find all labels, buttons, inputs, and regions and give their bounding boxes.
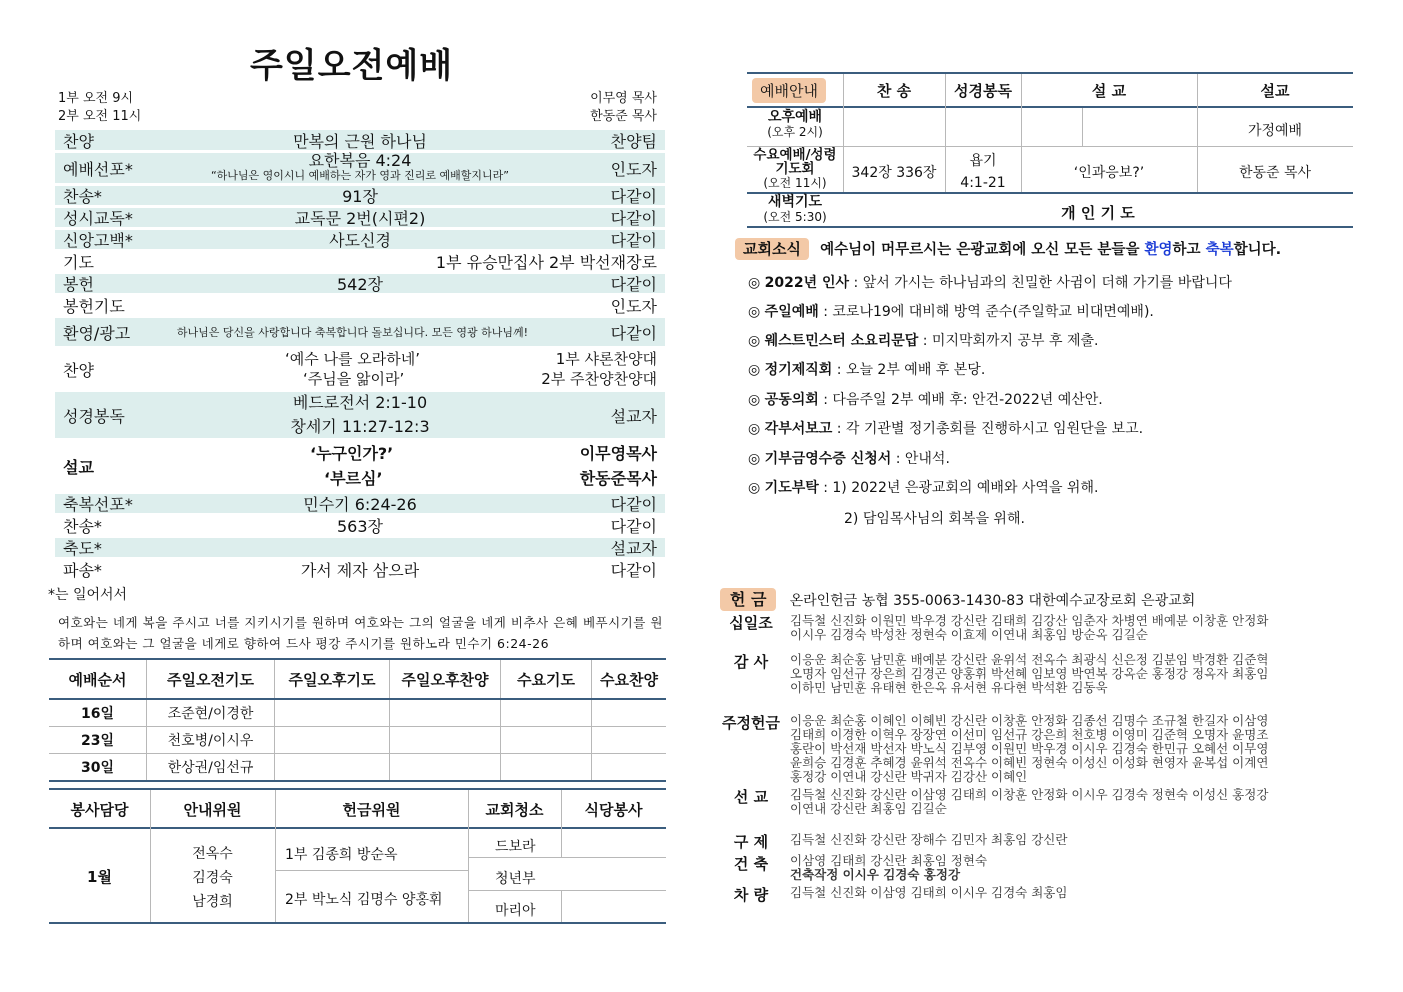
volunteer-header: 헌금위원 — [342, 801, 401, 819]
order-row — [55, 274, 665, 293]
news-item-text: : 다음주일 2부 예배 후: 안건-2022년 예산안. — [818, 392, 1103, 408]
cleaning-team: 청년부 — [495, 871, 536, 887]
offering-names-line: 김득철 신진화 이원민 박우경 강신란 김태희 김강산 임춘자 차병연 배예분 이창훈 안정화 — [790, 613, 1269, 628]
offering-pill: 헌 금 — [720, 588, 776, 611]
order-label: 찬양 — [63, 360, 94, 380]
service-time-2: 2부 오전 11시 — [58, 109, 142, 124]
volunteer-header: 식당봉사 — [584, 801, 643, 819]
duty-cell — [501, 699, 592, 727]
worship-header-pill: 예배안내 — [752, 78, 826, 103]
news-item: ◎ 기부금영수증 신청서 : 안내석. — [748, 451, 950, 467]
news-item-text: : 앞서 가시는 하나님과의 친밀한 사귐이 더해 가기를 바랍니다 — [849, 275, 1232, 291]
praise-song-2: ‘주님을 앎이라’ — [303, 370, 405, 388]
news-headline: 예수님이 머무르시는 은광교회에 오신 모든 분들을 — [820, 242, 1145, 258]
worship-time: (오후 2시) — [767, 125, 823, 139]
worship-time: (오전 5:30) — [763, 210, 827, 224]
offering-names-line: 김득철 신진화 강신란 장해수 김민자 최홍임 강신란 — [790, 832, 1068, 847]
sermon-title-2: ‘부르심’ — [324, 469, 383, 488]
offering-group-label: 건 축 — [733, 855, 769, 873]
worship-guide-table — [747, 72, 1353, 228]
offering-names-line: 홍란이 박선재 박선자 박노식 김부영 이원민 박우경 이시우 김경숙 한민규 오혜선 이무영 — [790, 741, 1269, 756]
worship-preacher: 한동준 목사 — [1238, 165, 1312, 181]
order-label: 파송* — [63, 561, 102, 580]
cleaning-team: 마리아 — [495, 903, 536, 919]
duty-header: 주일오후기도 — [275, 659, 390, 699]
offering-names-line: 이하민 남민훈 유태현 한은옥 유서현 유다현 박석환 김동욱 — [790, 680, 1108, 695]
news-item-key: 주일예배 — [764, 304, 819, 320]
order-label: 축복선포* — [63, 495, 133, 514]
offering-names-line: 이응운 최순홍 남민훈 배예분 강신란 윤위석 전옥수 최광식 신은정 김분임 박경환 김준혁 — [790, 652, 1269, 667]
order-label: 설교 — [63, 457, 94, 477]
offering-team-2: 2부 박노식 김명수 양홍휘 — [285, 892, 443, 908]
cleaning-team: 드보라 — [495, 839, 536, 855]
news-item-extra: 2) 담임목사님의 회복을 위해. — [844, 511, 1025, 527]
order-content: 요한복음 4:24 — [308, 151, 412, 170]
duty-header: 수요기도 — [501, 659, 592, 699]
guide-name: 김경숙 — [192, 870, 233, 886]
worship-header: 찬 송 — [876, 82, 912, 100]
offering-group-names — [790, 833, 1350, 847]
offering-group-names — [790, 653, 1350, 695]
prayer-duty-table — [49, 658, 666, 782]
news-item-text: : 오늘 2부 예배 후 본당. — [832, 362, 986, 378]
offering-names-line: 이응운 최순홍 이혜인 이혜빈 강신란 이창훈 안정화 김종선 김명수 조규철 한길자 이삼영 — [790, 713, 1269, 728]
order-content: 만복의 근원 하나님 — [293, 131, 427, 151]
news-item-key: 기도부탁 — [764, 480, 819, 496]
order-row — [55, 186, 665, 205]
offering-names-line: 오명자 임선규 장은희 김경곤 양홍휘 박선혜 임보영 박연복 강옥순 홍정강 정옥자 최홍임 — [790, 666, 1269, 681]
offering-group-label: 주정헌금 — [722, 714, 780, 732]
duty-cell — [275, 699, 390, 727]
order-row — [55, 560, 665, 579]
news-item-key: 각부서보고 — [764, 421, 833, 437]
service-pastor-1: 이무영 목사 — [590, 91, 657, 106]
offering-names-line: 건축작정 이시우 김경숙 홍정강 — [790, 867, 961, 882]
news-item-key: 정기제직회 — [764, 362, 833, 378]
guide-name: 전옥수 — [192, 846, 233, 862]
news-item: ◎ 공동의회 : 다음주일 2부 예배 후: 안건-2022년 예산안. — [748, 392, 1103, 408]
order-label: 봉헌기도 — [63, 297, 125, 316]
offering-names-line: 이시우 김경숙 박성찬 정현숙 이효제 이연내 최홍임 방순옥 김길순 — [790, 627, 1148, 642]
order-leader: 인도자 — [610, 297, 657, 316]
praise-choir-1: 1부 샤론찬양대 — [555, 350, 657, 368]
duty-cell: 천호병/이시우 — [147, 727, 275, 754]
table-row — [49, 727, 666, 754]
order-leader: 다같이 — [610, 187, 657, 206]
volunteer-month: 1월 — [87, 868, 112, 886]
duty-date: 23일 — [49, 727, 147, 754]
order-label: 찬송* — [63, 187, 102, 206]
duty-date: 30일 — [49, 754, 147, 782]
news-item-text: : 1) 2022년 은광교회의 예배와 사역을 위해. — [818, 480, 1099, 496]
order-row — [55, 538, 665, 557]
offering-group-label: 감 사 — [733, 653, 769, 671]
order-content: 교독문 2번(시편2) — [294, 209, 426, 228]
worship-header: 설 교 — [1091, 82, 1127, 100]
order-leader: 다같이 — [610, 275, 657, 294]
page-title: 주일오전예배 — [250, 46, 454, 86]
offering-names-line: 홍정강 이연내 강신란 박귀자 김강산 이혜인 — [790, 769, 1028, 784]
offering-group-label: 십일조 — [729, 614, 773, 632]
worship-header: 설교 — [1260, 82, 1290, 100]
order-content: 563장 — [337, 517, 383, 536]
worship-hymn: 342장 336장 — [851, 165, 937, 181]
order-label: 찬양 — [63, 131, 94, 151]
table-row — [49, 754, 666, 782]
worship-header: 성경봉독 — [954, 82, 1012, 100]
order-scripture-text: “하나님은 영이시니 예배하는 자가 영과 진리로 예배할지니라” — [210, 169, 510, 182]
worship-reading: 욥기 — [969, 153, 997, 169]
order-leader: 다같이 — [610, 495, 657, 514]
sermon-preacher-1: 이무영목사 — [579, 444, 657, 463]
order-row — [55, 516, 665, 535]
order-label: 찬송* — [63, 517, 102, 536]
offering-group-names — [790, 788, 1350, 816]
order-leader: 다같이 — [610, 231, 657, 250]
news-item: ◎ 2022년 인사 : 앞서 가시는 하나님과의 친밀한 사귐이 더해 가기를 바랍니다 — [748, 275, 1232, 291]
duty-cell — [390, 727, 501, 754]
order-row-reading — [55, 392, 665, 438]
order-row — [55, 153, 665, 183]
duty-cell — [501, 754, 592, 782]
order-content: 가서 제자 삼으라 — [300, 561, 420, 580]
order-row — [55, 208, 665, 227]
worship-preacher: 가정예배 — [1247, 123, 1303, 139]
news-headline-mid: 하고 — [1172, 242, 1206, 258]
duty-header: 예배순서 — [49, 659, 147, 699]
order-leader: 다같이 — [610, 517, 657, 536]
duty-cell — [275, 727, 390, 754]
church-news-pill: 교회소식 — [735, 238, 809, 260]
worship-sermon: ‘인과응보?’ — [1073, 165, 1145, 181]
order-leader: 설교자 — [610, 539, 657, 558]
order-label: 축도* — [63, 539, 102, 558]
duty-cell: 한상권/임선규 — [147, 754, 275, 782]
order-row-sermon — [55, 441, 665, 491]
praise-song-1: ‘예수 나를 오라하네’ — [285, 350, 420, 368]
worship-name: 오후예배 — [767, 109, 823, 125]
order-content: 542장 — [337, 275, 383, 294]
order-content: 사도신경 — [329, 231, 391, 250]
worship-name: 새벽기도 — [767, 194, 823, 210]
service-time-1: 1부 오전 9시 — [58, 91, 134, 106]
order-leader: 1부 유승만집사 2부 박선재장로 — [435, 253, 657, 272]
volunteer-header: 봉사담당 — [70, 801, 129, 819]
stand-note: *는 일어서서 — [48, 587, 128, 603]
church-news-header — [735, 238, 1281, 259]
news-item: ◎ 정기제직회 : 오늘 2부 예배 후 본당. — [748, 362, 986, 378]
offering-group-label: 구 제 — [733, 833, 769, 851]
duty-cell — [501, 727, 592, 754]
order-leader: 다같이 — [610, 323, 657, 343]
duty-cell: 조준현/이경한 — [147, 699, 275, 727]
worship-reading-verse: 4:1-21 — [960, 175, 1006, 191]
sermon-title-1: ‘누구인가?’ — [310, 444, 394, 463]
praise-choir-2: 2부 주찬양찬양대 — [541, 370, 657, 388]
offering-group-names — [790, 714, 1350, 784]
news-item-text: : 코로나19에 대비해 방역 준수(주일학교 비대면예배). — [818, 304, 1154, 320]
worship-merged: 개 인 기 도 — [1061, 204, 1135, 222]
order-leader: 찬양팀 — [610, 131, 657, 151]
duty-date: 16일 — [49, 699, 147, 727]
order-label: 신앙고백* — [63, 231, 133, 250]
offering-names-line: 이삼영 김태희 강신란 최홍임 정현숙 — [790, 853, 988, 868]
volunteer-header: 안내위원 — [183, 801, 242, 819]
news-item-key: 2022년 인사 — [764, 275, 850, 291]
offering-header — [720, 587, 1195, 610]
order-leader: 인도자 — [610, 159, 657, 179]
duty-header: 주일오전기도 — [147, 659, 275, 699]
order-label: 성시교독* — [63, 209, 133, 228]
benediction-text: 여호와는 네게 복을 주시고 너를 지키시기를 원하며 여호와는 그의 얼굴을 네게 비추사 은혜 베푸시기를 원하며 여호와는 그 얼굴을 네게로 향하여 드사 평강 주시기를 원하노라 민수기 6:24-26 — [58, 615, 663, 651]
order-row-praise — [55, 349, 665, 389]
news-item-text: : 안내석. — [891, 451, 950, 467]
reading-passage-2: 창세기 11:27-12:3 — [290, 417, 430, 436]
worship-name: 수요예배/성령기도회 — [753, 147, 837, 177]
news-item: ◎ 주일예배 : 코로나19에 대비해 방역 준수(주일학교 비대면예배). — [748, 304, 1154, 320]
order-content: 91장 — [342, 187, 378, 206]
volunteer-header: 교회청소 — [485, 801, 544, 819]
order-content: 하나님은 당신을 사랑합니다 축복합니다 돌보십니다. 모든 영광 하나님께! — [176, 326, 529, 339]
order-row — [55, 252, 665, 271]
duty-cell — [390, 754, 501, 782]
order-row — [55, 130, 665, 150]
duty-cell — [390, 699, 501, 727]
news-item: ◎ 웨스트민스터 소요리문답 : 미지막회까지 공부 후 제출. — [748, 333, 1099, 349]
news-item-text: : 미지막회까지 공부 후 제출. — [918, 333, 1099, 349]
order-label: 환영/광고 — [63, 323, 131, 343]
volunteer-table — [49, 788, 666, 924]
offering-names-line: 김득철 신진화 강신란 이삼영 김태희 이창훈 안정화 이시우 김경숙 정현숙 이성신 홍정강 — [790, 787, 1269, 802]
offering-names-line: 김득철 신진화 이삼영 김태희 이시우 김경숙 최홍임 — [790, 885, 1068, 900]
order-label: 성경봉독 — [63, 406, 125, 426]
offering-group-label: 차 량 — [733, 886, 769, 904]
service-pastor-2: 한동준 목사 — [590, 109, 657, 124]
news-item: ◎ 각부서보고 : 각 기관별 정기총회를 진행하시고 임원단을 보고. — [748, 421, 1144, 437]
offering-names-line: 윤희승 김경훈 추혜경 윤위석 전옥수 이혜빈 정현숙 이성신 이성화 현영자 윤복섭 이계연 — [790, 755, 1269, 770]
offering-names-line: 김태희 이경한 이혁우 장장연 이선미 임선규 강은희 천호병 이영미 김준혁 오명자 윤명조 — [790, 727, 1269, 742]
news-highlight-bless: 축복 — [1205, 242, 1234, 258]
offering-team-1: 1부 김종희 방순옥 — [285, 847, 398, 863]
duty-header: 수요찬양 — [592, 659, 667, 699]
order-label: 예배선포* — [63, 159, 133, 179]
order-row — [55, 230, 665, 249]
duty-cell — [592, 727, 667, 754]
order-of-worship — [55, 130, 665, 582]
order-leader: 설교자 — [610, 406, 657, 426]
order-row — [55, 494, 665, 513]
news-item-key: 웨스트민스터 소요리문답 — [764, 333, 919, 349]
order-row — [55, 296, 665, 315]
table-row — [49, 699, 666, 727]
order-leader: 다같이 — [610, 561, 657, 580]
offering-account: 온라인헌금 농협 355-0063-1430-83 대한예수교장로회 은광교회 — [789, 593, 1196, 609]
news-item-key: 공동의회 — [764, 392, 819, 408]
offering-group-names — [790, 614, 1350, 642]
news-item-key: 기부금영수증 신청서 — [764, 451, 892, 467]
guide-name: 남경희 — [192, 894, 233, 910]
duty-header: 주일오후찬양 — [390, 659, 501, 699]
offering-names-line: 이연내 강신란 최홍임 김길순 — [790, 801, 947, 816]
sermon-preacher-2: 한동준목사 — [579, 469, 657, 488]
offering-group-names — [790, 854, 1350, 882]
order-content: 민수기 6:24-26 — [303, 495, 417, 514]
worship-time: (오전 11시) — [763, 176, 827, 190]
news-item: ◎ 기도부탁 : 1) 2022년 은광교회의 예배와 사역을 위해. — [748, 480, 1099, 496]
duty-cell — [275, 754, 390, 782]
offering-group-names — [790, 886, 1350, 900]
order-row — [55, 318, 665, 346]
news-item-text: : 각 기관별 정기총회를 진행하시고 임원단을 보고. — [832, 421, 1144, 437]
news-highlight-welcome: 환영 — [1144, 242, 1173, 258]
duty-cell — [592, 699, 667, 727]
duty-cell — [592, 754, 667, 782]
order-label: 기도 — [63, 253, 94, 272]
order-leader: 다같이 — [610, 209, 657, 228]
reading-passage-1: 베드로전서 2:1-10 — [292, 393, 428, 412]
order-label: 봉헌 — [63, 275, 94, 294]
offering-group-label: 선 교 — [733, 788, 769, 806]
news-headline-tail: 합니다. — [1233, 242, 1282, 258]
